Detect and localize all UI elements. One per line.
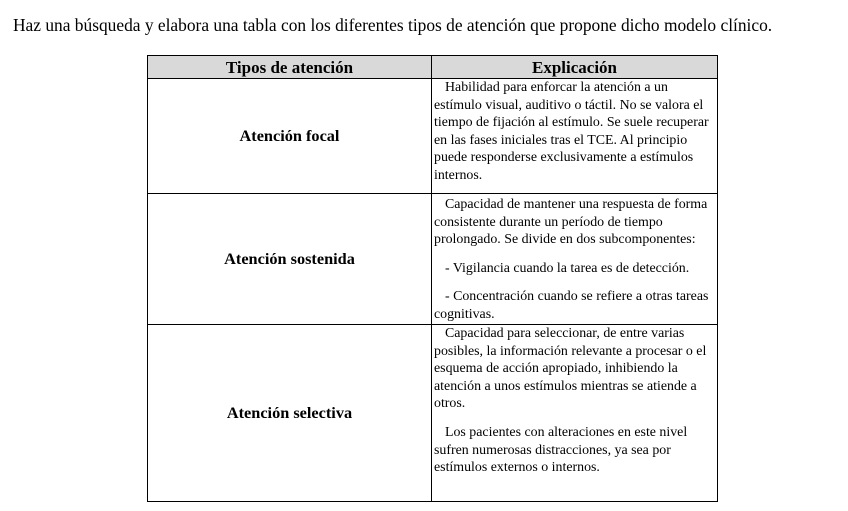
row-explanation-selective xyxy=(432,325,718,502)
task-prompt: Haz una búsqueda y elabora una tabla con los diferentes tipos de atención que propone dicho modelo clínico. xyxy=(13,15,773,35)
attention-types-table xyxy=(147,55,718,502)
explanation-paragraph: Capacidad de mantener una respuesta de forma consistente durante un período de tiempo prolongado. Se divide en dos subcomponentes: xyxy=(434,197,708,248)
table-row xyxy=(148,79,718,194)
explanation-paragraph: - Concentración cuando se refiere a otras tareas cognitivas. xyxy=(434,289,709,322)
row-explanation-sustained xyxy=(432,194,718,325)
explanation-paragraph: Capacidad para seleccionar, de entre varias posibles, la información relevante a procesar o el esquema de acción apropiado, inhibiendo la atención a unos estímulos mientras se atiende a otros. xyxy=(434,326,707,412)
explanation-paragraph: Habilidad para enforcar la atención a un estímulo visual, auditivo o táctil. No se valora el tiempo de fijación al estímulo. Se suele recuperar en las fases iniciales tras el TCE. Al principio puede responderse exclusivamente a estímulos internos. xyxy=(434,80,709,183)
header-explanation: Explicación xyxy=(432,56,718,79)
row-type-selective: Atención selectiva xyxy=(148,325,432,502)
explanation-paragraph: Los pacientes con alteraciones en este nivel sufren numerosas distracciones, ya sea por estímulos externos o internos. xyxy=(434,424,688,476)
header-attention-types: Tipos de atención xyxy=(148,56,432,79)
table-header-row xyxy=(148,56,718,79)
explanation-paragraph: - Vigilancia cuando la tarea es de detección. xyxy=(445,260,690,276)
row-type-focal: Atención focal xyxy=(148,79,432,194)
row-type-sustained: Atención sostenida xyxy=(148,194,432,325)
table-row xyxy=(148,325,718,502)
row-explanation-focal xyxy=(432,79,718,194)
table-row xyxy=(148,194,718,325)
